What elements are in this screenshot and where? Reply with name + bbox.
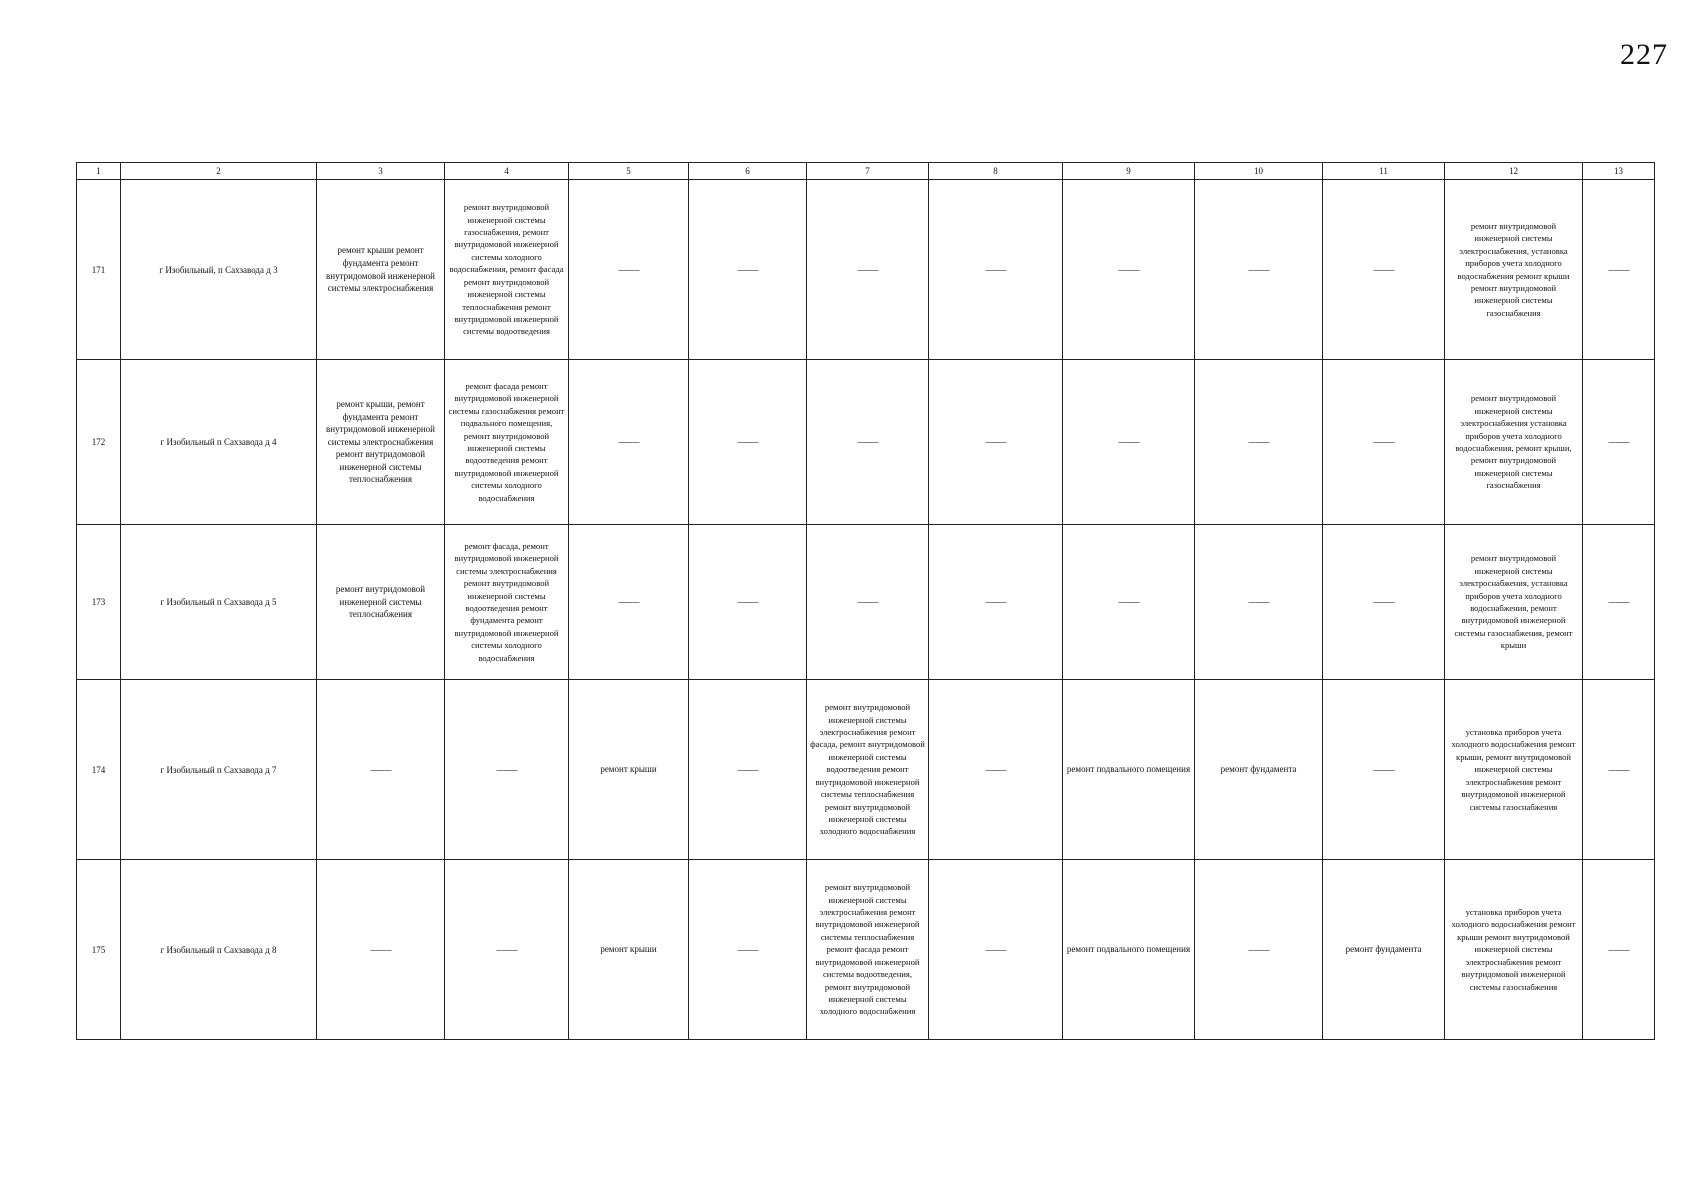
row-address: г Изобильный п Сахзавода д 7 xyxy=(121,680,317,860)
cell-col-13-dash: —— xyxy=(1583,180,1655,360)
table-row xyxy=(77,860,1655,1040)
column-header-11: 11 xyxy=(1323,163,1445,180)
row-address: г Изобильный п Сахзавода д 4 xyxy=(121,360,317,525)
cell-col-5-dash: —— xyxy=(569,525,689,680)
column-header-12: 12 xyxy=(1445,163,1583,180)
cell-col-12: ремонт внутридомовой инженерной системы электроснабжения, установка приборов учета холодного водоснабжения ремонт крыши ремонт внутридомовой инженерной системы газоснабжения xyxy=(1445,180,1583,360)
cell-col-3: ремонт крыши ремонт фундамента ремонт внутридомовой инженерной системы электроснабжения xyxy=(317,180,445,360)
cell-col-4-dash: —— xyxy=(445,860,569,1040)
cell-col-5-dash: —— xyxy=(569,360,689,525)
cell-col-9-dash: —— xyxy=(1063,525,1195,680)
column-header-9: 9 xyxy=(1063,163,1195,180)
cell-col-4: ремонт внутридомовой инженерной системы газоснабжения, ремонт внутридомовой инженерной системы холодного водоснабжения, ремонт фасада ремонт внутридомовой инженерной системы теплоснабжения ремонт внутридомовой инженерной системы водоотведения xyxy=(445,180,569,360)
cell-col-13-dash: —— xyxy=(1583,860,1655,1040)
cell-col-11: ремонт фундамента xyxy=(1323,860,1445,1040)
cell-col-5-dash: —— xyxy=(569,180,689,360)
cell-col-8-dash: —— xyxy=(929,860,1063,1040)
cell-col-11-dash: —— xyxy=(1323,360,1445,525)
cell-col-8-dash: —— xyxy=(929,680,1063,860)
cell-col-10-dash: —— xyxy=(1195,180,1323,360)
column-header-3: 3 xyxy=(317,163,445,180)
row-number: 175 xyxy=(77,860,121,1040)
column-header-8: 8 xyxy=(929,163,1063,180)
cell-col-4-dash: —— xyxy=(445,680,569,860)
cell-col-13-dash: —— xyxy=(1583,525,1655,680)
table-row xyxy=(77,680,1655,860)
cell-col-3: ремонт крыши, ремонт фундамента ремонт внутридомовой инженерной системы электроснабжения ремонт внутридомовой инженерной системы теплоснабжения xyxy=(317,360,445,525)
cell-col-9: ремонт подвального помещения xyxy=(1063,860,1195,1040)
cell-col-13-dash: —— xyxy=(1583,360,1655,525)
cell-col-6-dash: —— xyxy=(689,525,807,680)
row-number: 173 xyxy=(77,525,121,680)
cell-col-9-dash: —— xyxy=(1063,360,1195,525)
column-number-header-row xyxy=(77,163,1655,180)
cell-col-8-dash: —— xyxy=(929,525,1063,680)
cell-col-12: ремонт внутридомовой инженерной системы электроснабжения, установка приборов учета холодного водоснабжения, ремонт внутридомовой инженерной системы газоснабжения, ремонт крыши xyxy=(1445,525,1583,680)
cell-col-13-dash: —— xyxy=(1583,680,1655,860)
cell-col-6-dash: —— xyxy=(689,860,807,1040)
repair-plan-table xyxy=(76,162,1655,1040)
cell-col-10: ремонт фундамента xyxy=(1195,680,1323,860)
cell-col-11-dash: —— xyxy=(1323,180,1445,360)
page-number: 227 xyxy=(1620,38,1668,71)
cell-col-9: ремонт подвального помещения xyxy=(1063,680,1195,860)
column-header-4: 4 xyxy=(445,163,569,180)
cell-col-6-dash: —— xyxy=(689,680,807,860)
row-address: г Изобильный п Сахзавода д 5 xyxy=(121,525,317,680)
column-header-10: 10 xyxy=(1195,163,1323,180)
column-header-6: 6 xyxy=(689,163,807,180)
cell-col-11-dash: —— xyxy=(1323,680,1445,860)
cell-col-10-dash: —— xyxy=(1195,360,1323,525)
cell-col-12: установка приборов учета холодного водоснабжения ремонт крыши ремонт внутридомовой инженерной системы электроснабжения ремонт внутридомовой инженерной системы газоснабжения xyxy=(1445,860,1583,1040)
row-number: 174 xyxy=(77,680,121,860)
cell-col-6-dash: —— xyxy=(689,180,807,360)
cell-col-3: ремонт внутридомовой инженерной системы теплоснабжения xyxy=(317,525,445,680)
table-row xyxy=(77,180,1655,360)
cell-col-7: ремонт внутридомовой инженерной системы электроснабжения ремонт фасада, ремонт внутридомовой инженерной системы водоотведения ремонт внутридомовой инженерной системы теплоснабжения ремонт внутридомовой инженерной системы холодного водоснабжения xyxy=(807,680,929,860)
column-header-2: 2 xyxy=(121,163,317,180)
cell-col-10-dash: —— xyxy=(1195,525,1323,680)
column-header-5: 5 xyxy=(569,163,689,180)
cell-col-3-dash: —— xyxy=(317,860,445,1040)
table-row xyxy=(77,360,1655,525)
cell-col-7-dash: —— xyxy=(807,360,929,525)
cell-col-8-dash: —— xyxy=(929,180,1063,360)
cell-col-6-dash: —— xyxy=(689,360,807,525)
cell-col-7-dash: —— xyxy=(807,525,929,680)
row-address: г Изобильный п Сахзавода д 8 xyxy=(121,860,317,1040)
cell-col-5: ремонт крыши xyxy=(569,680,689,860)
cell-col-9-dash: —— xyxy=(1063,180,1195,360)
cell-col-7-dash: —— xyxy=(807,180,929,360)
cell-col-10-dash: —— xyxy=(1195,860,1323,1040)
cell-col-3-dash: —— xyxy=(317,680,445,860)
row-number: 171 xyxy=(77,180,121,360)
cell-col-8-dash: —— xyxy=(929,360,1063,525)
table-row xyxy=(77,525,1655,680)
row-address: г Изобильный, п Сахзавода д 3 xyxy=(121,180,317,360)
row-number: 172 xyxy=(77,360,121,525)
column-header-1: 1 xyxy=(77,163,121,180)
column-header-13: 13 xyxy=(1583,163,1655,180)
cell-col-12: ремонт внутридомовой инженерной системы электроснабжения установка приборов учета холодного водоснабжения, ремонт крыши, ремонт внутридомовой инженерной системы газоснабжения xyxy=(1445,360,1583,525)
cell-col-5: ремонт крыши xyxy=(569,860,689,1040)
cell-col-12: установка приборов учета холодного водоснабжения ремонт крыши, ремонт внутридомовой инженерной системы электроснабжения ремонт внутридомовой инженерной системы газоснабжения xyxy=(1445,680,1583,860)
cell-col-4: ремонт фасада, ремонт внутридомовой инженерной системы электроснабжения ремонт внутридомовой инженерной системы водоотведения ремонт фундамента ремонт внутридомовой инженерной системы холодного водоснабжения xyxy=(445,525,569,680)
cell-col-4: ремонт фасада ремонт внутридомовой инженерной системы газоснабжения ремонт подвального помещения, ремонт внутридомовой инженерной системы водоотведения ремонт внутридомовой инженерной системы холодного водоснабжения xyxy=(445,360,569,525)
column-header-7: 7 xyxy=(807,163,929,180)
cell-col-11-dash: —— xyxy=(1323,525,1445,680)
cell-col-7: ремонт внутридомовой инженерной системы электроснабжения ремонт внутридомовой инженерной системы теплоснабжения ремонт фасада ремонт внутридомовой инженерной системы водоотведения, ремонт внутридомовой инженерной системы холодного водоснабжения xyxy=(807,860,929,1040)
